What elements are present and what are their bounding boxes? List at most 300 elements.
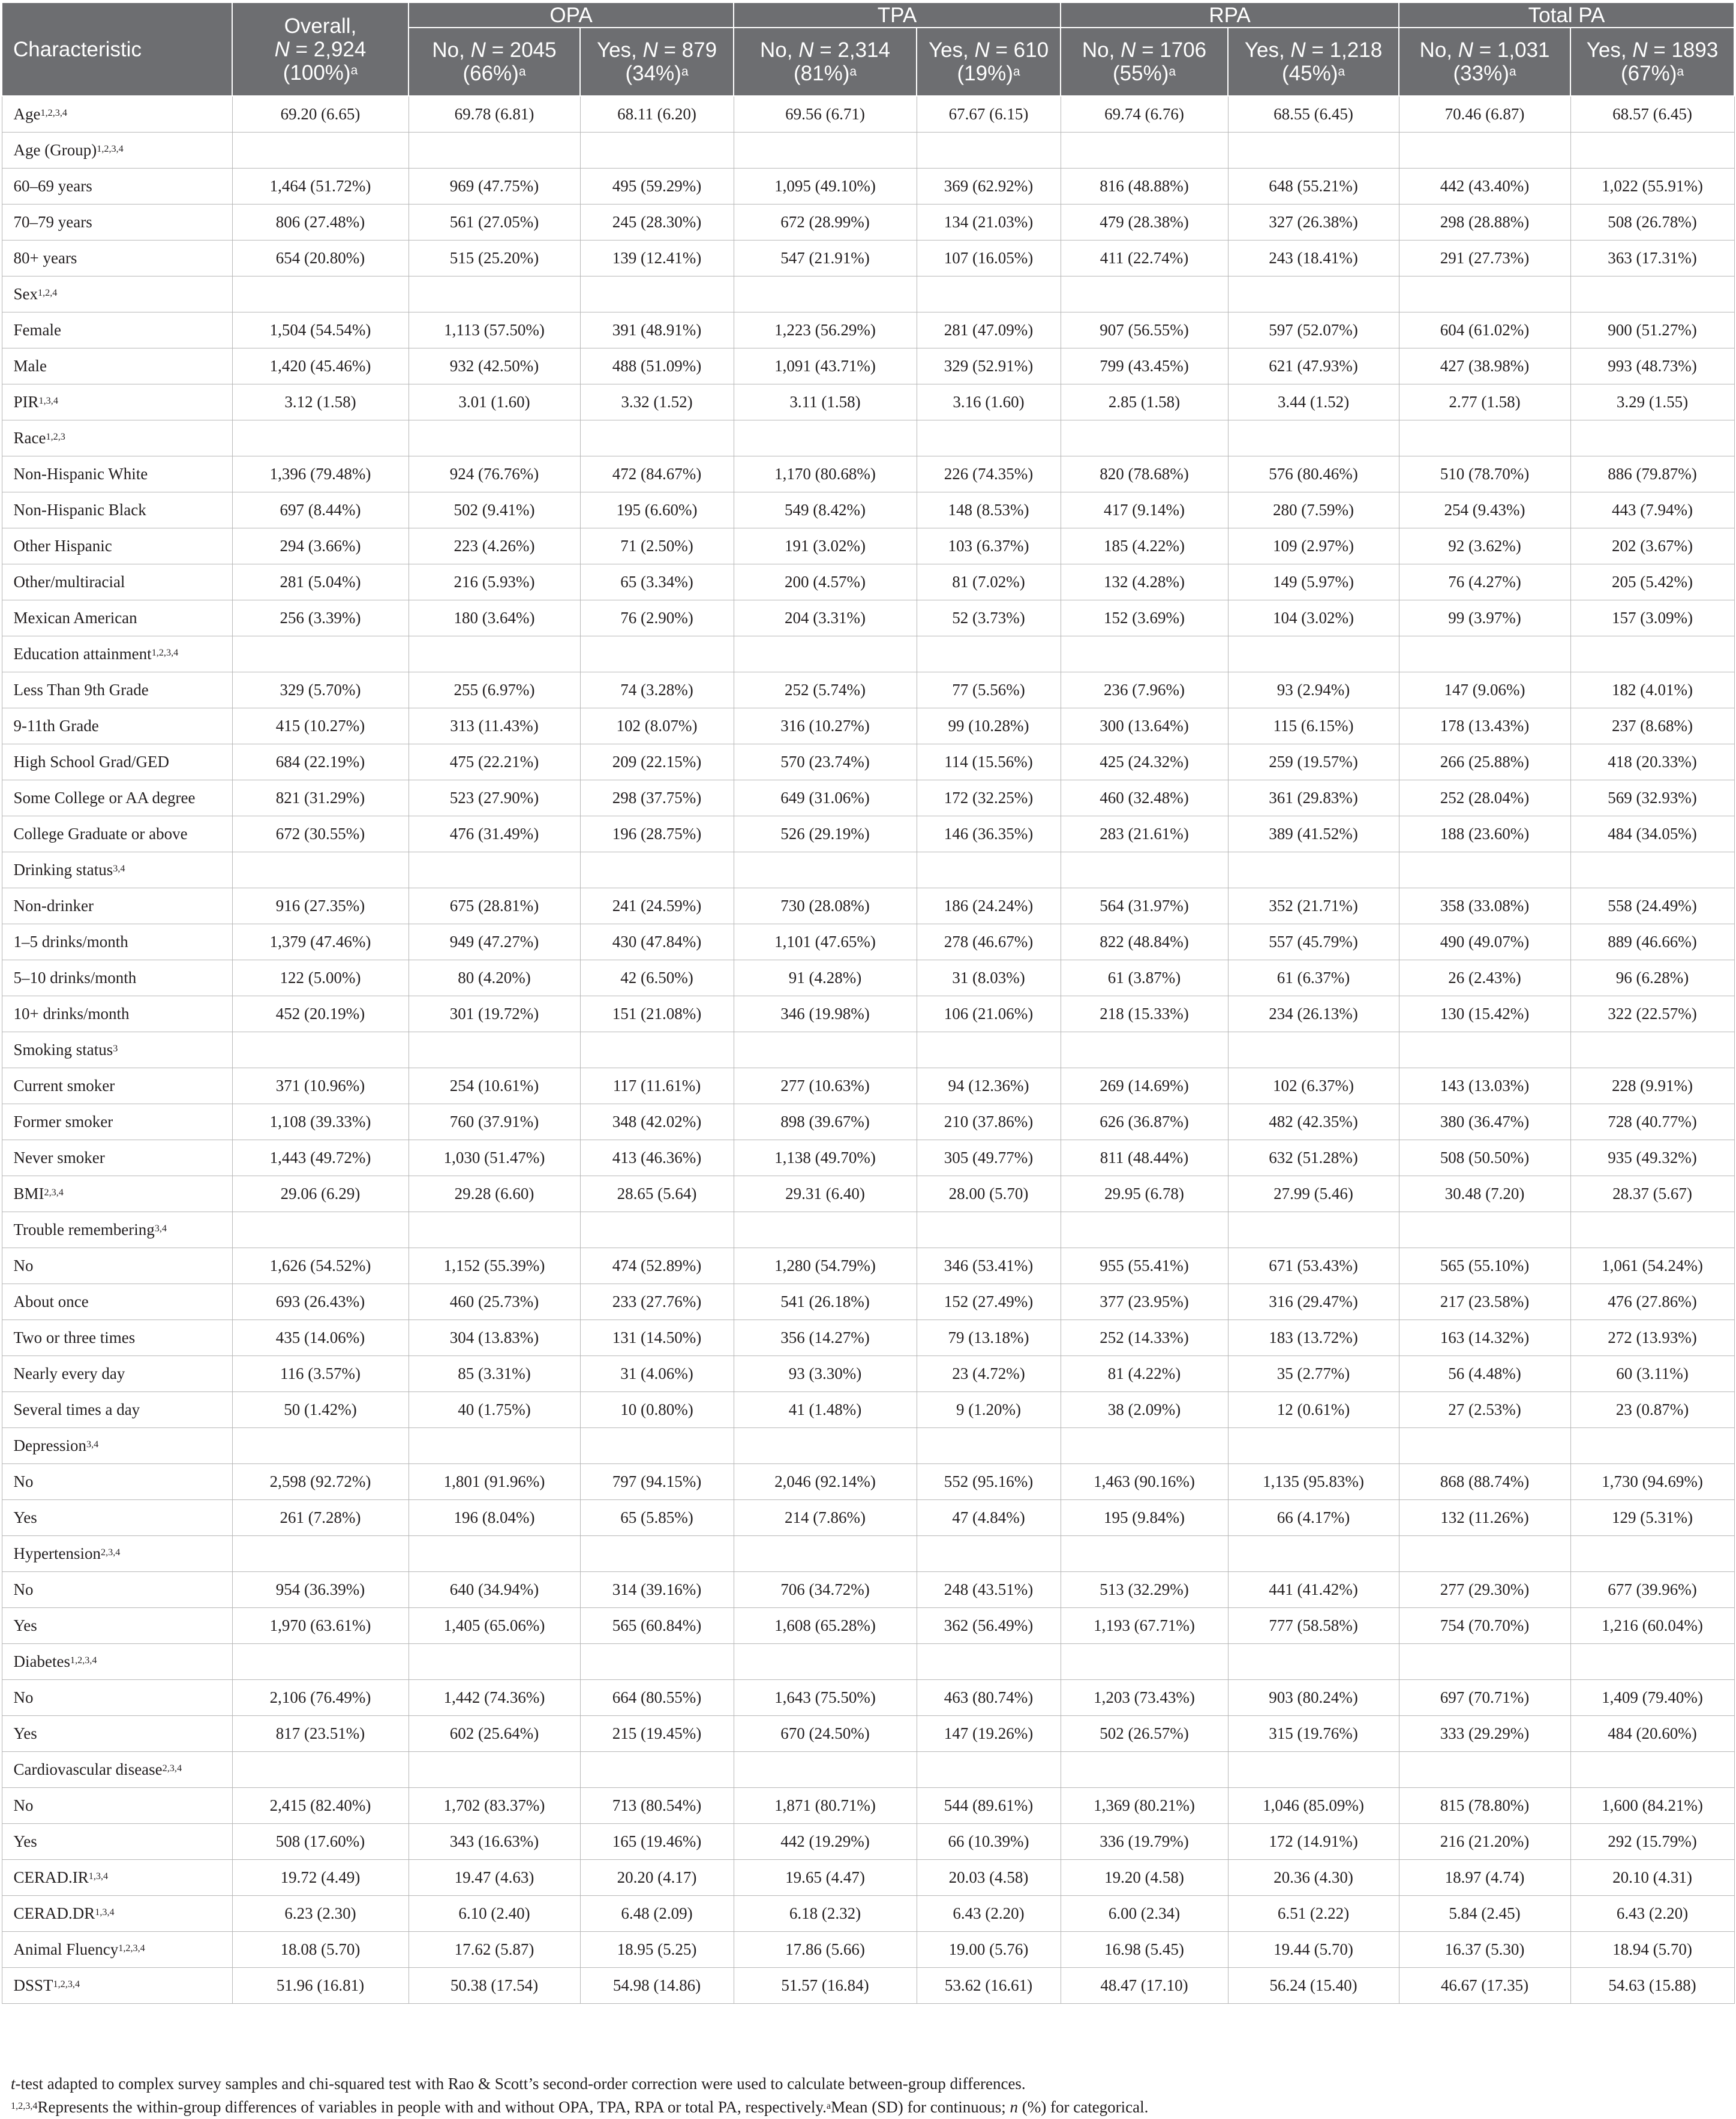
table-cell: 51.57 (16.84) — [734, 1968, 917, 2004]
table-cell: 40 (1.75%) — [409, 1392, 580, 1428]
table-cell: 1,443 (49.72%) — [232, 1140, 409, 1176]
table-cell: 569 (32.93%) — [1570, 780, 1734, 816]
table-cell: 85 (3.31%) — [409, 1356, 580, 1392]
table-cell: 806 (27.48%) — [232, 205, 409, 241]
table-row — [2, 924, 1734, 960]
table-cell: 69.78 (6.81) — [409, 96, 580, 133]
table-cell: 391 (48.91%) — [580, 312, 734, 348]
row-label: Other Hispanic — [2, 528, 232, 564]
table-cell: 993 (48.73%) — [1570, 348, 1734, 384]
table-cell: 259 (19.57%) — [1228, 744, 1399, 780]
table-cell: 969 (47.75%) — [409, 169, 580, 205]
table-cell: 1,504 (54.54%) — [232, 312, 409, 348]
row-label: About once — [2, 1284, 232, 1320]
row-label: 9-11th Grade — [2, 708, 232, 744]
table-cell: 713 (80.54%) — [580, 1788, 734, 1824]
table-cell: 28.00 (5.70) — [917, 1176, 1061, 1212]
header-subcol-percent: $(45\%)^a$ — [1282, 62, 1345, 85]
table-cell — [1228, 1536, 1399, 1572]
table-cell — [1570, 852, 1734, 888]
table-row — [2, 996, 1734, 1032]
table-cell: 935 (49.32%) — [1570, 1140, 1734, 1176]
table-cell: 452 (20.19%) — [232, 996, 409, 1032]
row-label: No — [2, 1248, 232, 1284]
table-cell: 315 (19.76%) — [1228, 1716, 1399, 1752]
table-cell: 460 (25.73%) — [409, 1284, 580, 1320]
table-cell: 146 (36.35%) — [917, 816, 1061, 852]
header-group-total-pa: Total PA — [1399, 2, 1734, 28]
table-cell — [1570, 420, 1734, 456]
table-cell: 3.32 (1.52) — [580, 384, 734, 420]
table-cell — [734, 1752, 917, 1788]
table-cell — [580, 1752, 734, 1788]
table-cell: 1,170 (80.68%) — [734, 456, 917, 492]
table-cell: 92 (3.62%) — [1399, 528, 1570, 564]
table-cell: 1,970 (63.61%) — [232, 1608, 409, 1644]
table-cell: 557 (45.79%) — [1228, 924, 1399, 960]
header-subcol-percent: $(67\%)^a$ — [1621, 62, 1684, 85]
header-overall-sup: a — [350, 64, 358, 78]
header-subcol-count: No, N = 2045 — [432, 38, 557, 62]
table-cell: 38 (2.09%) — [1061, 1392, 1228, 1428]
table-cell — [1570, 1752, 1734, 1788]
table-cell: 6.18 (2.32) — [734, 1896, 917, 1932]
table-row — [2, 456, 1734, 492]
table-cell — [1570, 276, 1734, 312]
table-cell: 822 (48.84%) — [1061, 924, 1228, 960]
table-cell: 237 (8.68%) — [1570, 708, 1734, 744]
table-row — [2, 1824, 1734, 1860]
table-cell: 19.72 (4.49) — [232, 1860, 409, 1896]
table-cell: 172 (32.25%) — [917, 780, 1061, 816]
row-label: 5–10 drinks/month — [2, 960, 232, 996]
table-cell: 50.38 (17.54) — [409, 1968, 580, 2004]
table-row — [2, 816, 1734, 852]
table-cell: 356 (14.27%) — [734, 1320, 917, 1356]
table-cell — [1061, 133, 1228, 169]
header-subcol-percent: $(81\%)^a$ — [793, 62, 857, 85]
table-cell: 93 (2.94%) — [1228, 672, 1399, 708]
table-cell: 81 (4.22%) — [1061, 1356, 1228, 1392]
table-cell: 182 (4.01%) — [1570, 672, 1734, 708]
table-cell: 1,203 (73.43%) — [1061, 1680, 1228, 1716]
header-subcol-2 — [734, 28, 917, 96]
row-label: Depression$^{3,4}$ — [2, 1428, 232, 1464]
table-cell: 472 (84.67%) — [580, 456, 734, 492]
table-cell: 329 (5.70%) — [232, 672, 409, 708]
table-cell: 1,464 (51.72%) — [232, 169, 409, 205]
table-cell: 278 (46.67%) — [917, 924, 1061, 960]
table-cell: 3.01 (1.60) — [409, 384, 580, 420]
table-cell: 19.20 (4.58) — [1061, 1860, 1228, 1896]
header-overall-line1: Overall, — [284, 14, 357, 38]
table-cell: 565 (60.84%) — [580, 1608, 734, 1644]
table-cell: 122 (5.00%) — [232, 960, 409, 996]
table-cell — [409, 1536, 580, 1572]
table-cell: 254 (9.43%) — [1399, 492, 1570, 528]
table-cell: 343 (16.63%) — [409, 1824, 580, 1860]
row-label: Non-Hispanic White — [2, 456, 232, 492]
table-cell: 544 (89.61%) — [917, 1788, 1061, 1824]
table-row — [2, 1284, 1734, 1320]
footnote-n-italic: n — [1010, 2098, 1019, 2116]
table-cell — [1399, 636, 1570, 672]
table-row — [2, 1464, 1734, 1500]
table-cell: 1,600 (84.21%) — [1570, 1788, 1734, 1824]
table-row — [2, 1788, 1734, 1824]
table-cell: 903 (80.24%) — [1228, 1680, 1399, 1716]
table-cell: 298 (28.88%) — [1399, 205, 1570, 241]
table-row — [2, 133, 1734, 169]
table-cell: 541 (26.18%) — [734, 1284, 917, 1320]
table-row — [2, 1752, 1734, 1788]
table-row — [2, 1536, 1734, 1572]
footnote-legend — [11, 2096, 1726, 2119]
table-cell — [1399, 276, 1570, 312]
table-cell: 316 (10.27%) — [734, 708, 917, 744]
table-cell — [734, 276, 917, 312]
row-label: Male — [2, 348, 232, 384]
table-row — [2, 384, 1734, 420]
table-row — [2, 420, 1734, 456]
table-cell: 196 (28.75%) — [580, 816, 734, 852]
table-cell: 670 (24.50%) — [734, 1716, 917, 1752]
header-subcol-count: Yes, N = 1,218 — [1244, 38, 1383, 62]
table-cell — [1061, 1428, 1228, 1464]
table-row — [2, 1068, 1734, 1104]
table-cell: 1,108 (39.33%) — [232, 1104, 409, 1140]
table-cell — [409, 852, 580, 888]
table-row — [2, 1896, 1734, 1932]
table-row — [2, 780, 1734, 816]
table-cell: 20.03 (4.58) — [917, 1860, 1061, 1896]
table-row — [2, 1716, 1734, 1752]
table-cell: 292 (15.79%) — [1570, 1824, 1734, 1860]
table-row — [2, 241, 1734, 276]
table-cell: 1,061 (54.24%) — [1570, 1248, 1734, 1284]
table-row — [2, 312, 1734, 348]
table-cell: 204 (3.31%) — [734, 600, 917, 636]
table-cell: 99 (10.28%) — [917, 708, 1061, 744]
table-row — [2, 672, 1734, 708]
table-cell: 19.65 (4.47) — [734, 1860, 917, 1896]
table-row — [2, 1392, 1734, 1428]
table-cell: 488 (51.09%) — [580, 348, 734, 384]
table-cell: 139 (12.41%) — [580, 241, 734, 276]
header-subcol-percent: $(34\%)^a$ — [625, 62, 689, 85]
table-cell: 1,643 (75.50%) — [734, 1680, 917, 1716]
table-row — [2, 1428, 1734, 1464]
table-cell: 196 (8.04%) — [409, 1500, 580, 1536]
table-cell: 216 (5.93%) — [409, 564, 580, 600]
table-cell: 76 (4.27%) — [1399, 564, 1570, 600]
table-cell — [1399, 1644, 1570, 1680]
row-label: Trouble remembering$^{3,4}$ — [2, 1212, 232, 1248]
table-cell: 898 (39.67%) — [734, 1104, 917, 1140]
table-cell: 9 (1.20%) — [917, 1392, 1061, 1428]
table-cell: 475 (22.21%) — [409, 744, 580, 780]
table-cell: 131 (14.50%) — [580, 1320, 734, 1356]
table-cell: 1,030 (51.47%) — [409, 1140, 580, 1176]
footnote-legend-text: Represents the within-group differences of variables in people with and without OPA, TPA, RPA or total PA, respectively. — [37, 2098, 827, 2116]
table-row — [2, 96, 1734, 133]
table-row — [2, 1356, 1734, 1392]
table-cell: 411 (22.74%) — [1061, 241, 1228, 276]
table-cell: 147 (9.06%) — [1399, 672, 1570, 708]
table-cell — [734, 420, 917, 456]
table-cell: 777 (58.58%) — [1228, 1608, 1399, 1644]
row-label: PIR$^{1,3,4}$ — [2, 384, 232, 420]
table-cell: 99 (3.97%) — [1399, 600, 1570, 636]
table-cell — [734, 1032, 917, 1068]
table-cell: 241 (24.59%) — [580, 888, 734, 924]
table-cell: 314 (39.16%) — [580, 1572, 734, 1608]
table-cell: 18.94 (5.70) — [1570, 1932, 1734, 1968]
table-cell: 380 (36.47%) — [1399, 1104, 1570, 1140]
table-cell — [232, 276, 409, 312]
header-overall-N: N — [274, 37, 290, 61]
table-cell: 329 (52.91%) — [917, 348, 1061, 384]
row-label: Current smoker — [2, 1068, 232, 1104]
table-cell: 12 (0.61%) — [1228, 1392, 1399, 1428]
table-cell: 96 (6.28%) — [1570, 960, 1734, 996]
table-cell: 48.47 (17.10) — [1061, 1968, 1228, 2004]
row-label: Sex$^{1,2,4}$ — [2, 276, 232, 312]
header-subcol-3 — [917, 28, 1061, 96]
header-subcol-count: No, N = 2,314 — [760, 38, 890, 62]
table-cell — [409, 276, 580, 312]
table-cell — [1570, 636, 1734, 672]
table-row — [2, 1104, 1734, 1140]
table-cell: 604 (61.02%) — [1399, 312, 1570, 348]
header-group-opa: OPA — [409, 2, 734, 28]
table-row — [2, 1644, 1734, 1680]
table-cell: 23 (0.87%) — [1570, 1392, 1734, 1428]
table-cell: 389 (41.52%) — [1228, 816, 1399, 852]
table-cell — [1570, 1212, 1734, 1248]
table-cell: 272 (13.93%) — [1570, 1320, 1734, 1356]
table-cell: 671 (53.43%) — [1228, 1248, 1399, 1284]
table-cell — [409, 1644, 580, 1680]
table-cell: 327 (26.38%) — [1228, 205, 1399, 241]
table-cell: 151 (21.08%) — [580, 996, 734, 1032]
table-row — [2, 528, 1734, 564]
table-cell: 561 (27.05%) — [409, 205, 580, 241]
table-cell: 69.56 (6.71) — [734, 96, 917, 133]
table-cell: 6.48 (2.09) — [580, 1896, 734, 1932]
table-cell: 821 (31.29%) — [232, 780, 409, 816]
table-cell: 29.28 (6.60) — [409, 1176, 580, 1212]
table-cell: 29.31 (6.40) — [734, 1176, 917, 1212]
table-cell: 104 (3.02%) — [1228, 600, 1399, 636]
table-cell: 889 (46.66%) — [1570, 924, 1734, 960]
table-cell: 564 (31.97%) — [1061, 888, 1228, 924]
table-cell: 81 (7.02%) — [917, 564, 1061, 600]
table-row — [2, 888, 1734, 924]
row-label: Diabetes$^{1,2,3,4}$ — [2, 1644, 232, 1680]
row-label: Female — [2, 312, 232, 348]
table-row — [2, 564, 1734, 600]
table-row — [2, 1320, 1734, 1356]
row-label: 70–79 years — [2, 205, 232, 241]
table-cell: 346 (19.98%) — [734, 996, 917, 1032]
footnote-test-italic: t — [11, 2075, 16, 2093]
table-cell — [232, 1212, 409, 1248]
table-cell: 949 (47.27%) — [409, 924, 580, 960]
table-cell — [1061, 852, 1228, 888]
table-cell: 361 (29.83%) — [1228, 780, 1399, 816]
row-label: 10+ drinks/month — [2, 996, 232, 1032]
header-subcol-percent: $(66\%)^a$ — [462, 62, 526, 85]
table-cell: 508 (17.60%) — [232, 1824, 409, 1860]
table-cell: 693 (26.43%) — [232, 1284, 409, 1320]
table-cell: 3.44 (1.52) — [1228, 384, 1399, 420]
table-cell — [917, 276, 1061, 312]
table-cell: 301 (19.72%) — [409, 996, 580, 1032]
table-cell: 460 (32.48%) — [1061, 780, 1228, 816]
table-cell: 502 (9.41%) — [409, 492, 580, 528]
table-cell: 649 (31.06%) — [734, 780, 917, 816]
table-cell: 130 (15.42%) — [1399, 996, 1570, 1032]
table-cell: 116 (3.57%) — [232, 1356, 409, 1392]
table-cell: 19.44 (5.70) — [1228, 1932, 1399, 1968]
table-cell: 71 (2.50%) — [580, 528, 734, 564]
table-cell: 1,801 (91.96%) — [409, 1464, 580, 1500]
table-cell: 103 (6.37%) — [917, 528, 1061, 564]
table-cell: 526 (29.19%) — [734, 816, 917, 852]
table-cell: 51.96 (16.81) — [232, 1968, 409, 2004]
table-cell: 252 (5.74%) — [734, 672, 917, 708]
table-cell: 728 (40.77%) — [1570, 1104, 1734, 1140]
table-cell: 183 (13.72%) — [1228, 1320, 1399, 1356]
table-cell: 188 (23.60%) — [1399, 816, 1570, 852]
table-cell: 413 (46.36%) — [580, 1140, 734, 1176]
table-row — [2, 744, 1734, 780]
table-cell — [409, 1752, 580, 1788]
table-cell: 28.37 (5.67) — [1570, 1176, 1734, 1212]
header-characteristic: Characteristic — [2, 2, 232, 96]
table-cell — [1061, 420, 1228, 456]
table-cell — [1061, 1644, 1228, 1680]
row-label: Other/multiracial — [2, 564, 232, 600]
table-cell: 304 (13.83%) — [409, 1320, 580, 1356]
table-cell: 515 (25.20%) — [409, 241, 580, 276]
table-cell: 632 (51.28%) — [1228, 1140, 1399, 1176]
table-cell: 35 (2.77%) — [1228, 1356, 1399, 1392]
table-cell: 435 (14.06%) — [232, 1320, 409, 1356]
row-label: Cardiovascular disease$^{2,3,4}$ — [2, 1752, 232, 1788]
table-cell: 202 (3.67%) — [1570, 528, 1734, 564]
table-cell: 217 (23.58%) — [1399, 1284, 1570, 1320]
table-cell: 442 (19.29%) — [734, 1824, 917, 1860]
table-cell: 69.20 (6.65) — [232, 96, 409, 133]
table-row — [2, 169, 1734, 205]
table-cell: 760 (37.91%) — [409, 1104, 580, 1140]
table-cell: 234 (26.13%) — [1228, 996, 1399, 1032]
table-cell — [1228, 1428, 1399, 1464]
row-label: Mexican American — [2, 600, 232, 636]
table-cell: 932 (42.50%) — [409, 348, 580, 384]
table-cell — [1228, 1212, 1399, 1248]
table-row — [2, 1212, 1734, 1248]
table-cell: 261 (7.28%) — [232, 1500, 409, 1536]
table-cell: 281 (47.09%) — [917, 312, 1061, 348]
table-cell — [1228, 1752, 1399, 1788]
table-cell: 54.63 (15.88) — [1570, 1968, 1734, 2004]
table-cell: 157 (3.09%) — [1570, 600, 1734, 636]
table-cell — [580, 636, 734, 672]
table-cell: 216 (21.20%) — [1399, 1824, 1570, 1860]
table-cell: 148 (8.53%) — [917, 492, 1061, 528]
table-cell — [1228, 276, 1399, 312]
footnote-test-text: -test adapted to complex survey samples and chi-squared test with Rao & Scott’s second-order correction were used to calculate between-group differences. — [15, 2075, 1026, 2093]
row-label: Two or three times — [2, 1320, 232, 1356]
row-label: Never smoker — [2, 1140, 232, 1176]
table-cell: 163 (14.32%) — [1399, 1320, 1570, 1356]
header-overall-line2: = 2,924 — [289, 37, 367, 61]
table-cell — [1399, 1752, 1570, 1788]
table-cell: 298 (37.75%) — [580, 780, 734, 816]
row-label: Animal Fluency$^{1,2,3,4}$ — [2, 1932, 232, 1968]
table-row — [2, 1500, 1734, 1536]
table-cell: 291 (27.73%) — [1399, 241, 1570, 276]
table-cell: 172 (14.91%) — [1228, 1824, 1399, 1860]
table-cell: 672 (28.99%) — [734, 205, 917, 241]
table-cell — [409, 420, 580, 456]
table-row — [2, 1968, 1734, 2004]
table-cell — [1399, 133, 1570, 169]
table-cell: 2.85 (1.58) — [1061, 384, 1228, 420]
table-cell: 730 (28.08%) — [734, 888, 917, 924]
table-cell: 200 (4.57%) — [734, 564, 917, 600]
table-cell: 255 (6.97%) — [409, 672, 580, 708]
row-label: Yes — [2, 1824, 232, 1860]
table-cell: 243 (18.41%) — [1228, 241, 1399, 276]
table-cell — [232, 636, 409, 672]
table-cell: 46.67 (17.35) — [1399, 1968, 1570, 2004]
table-cell: 817 (23.51%) — [232, 1716, 409, 1752]
table-row — [2, 1248, 1734, 1284]
table-cell — [409, 1428, 580, 1464]
table-cell — [1228, 420, 1399, 456]
table-cell: 484 (34.05%) — [1570, 816, 1734, 852]
table-cell: 1,138 (49.70%) — [734, 1140, 917, 1176]
table-cell — [580, 420, 734, 456]
header-subcol-count: No, N = 1706 — [1082, 38, 1207, 62]
table-cell: 697 (8.44%) — [232, 492, 409, 528]
table-cell: 47 (4.84%) — [917, 1500, 1061, 1536]
table-cell: 815 (78.80%) — [1399, 1788, 1570, 1824]
table-cell: 547 (21.91%) — [734, 241, 917, 276]
row-label: Hypertension$^{2,3,4}$ — [2, 1536, 232, 1572]
table-cell — [1570, 1536, 1734, 1572]
table-cell: 23 (4.72%) — [917, 1356, 1061, 1392]
table-cell: 697 (70.71%) — [1399, 1680, 1570, 1716]
table-cell: 256 (3.39%) — [232, 600, 409, 636]
table-cell: 2,415 (82.40%) — [232, 1788, 409, 1824]
table-cell: 3.12 (1.58) — [232, 384, 409, 420]
table-cell — [409, 133, 580, 169]
table-cell: 2,046 (92.14%) — [734, 1464, 917, 1500]
table-cell — [409, 1212, 580, 1248]
table-cell: 117 (11.61%) — [580, 1068, 734, 1104]
table-cell: 236 (7.96%) — [1061, 672, 1228, 708]
table-cell — [580, 1428, 734, 1464]
table-cell: 68.57 (6.45) — [1570, 96, 1734, 133]
header-group-tpa: TPA — [734, 2, 1061, 28]
table-cell: 1,101 (47.65%) — [734, 924, 917, 960]
table-cell: 245 (28.30%) — [580, 205, 734, 241]
